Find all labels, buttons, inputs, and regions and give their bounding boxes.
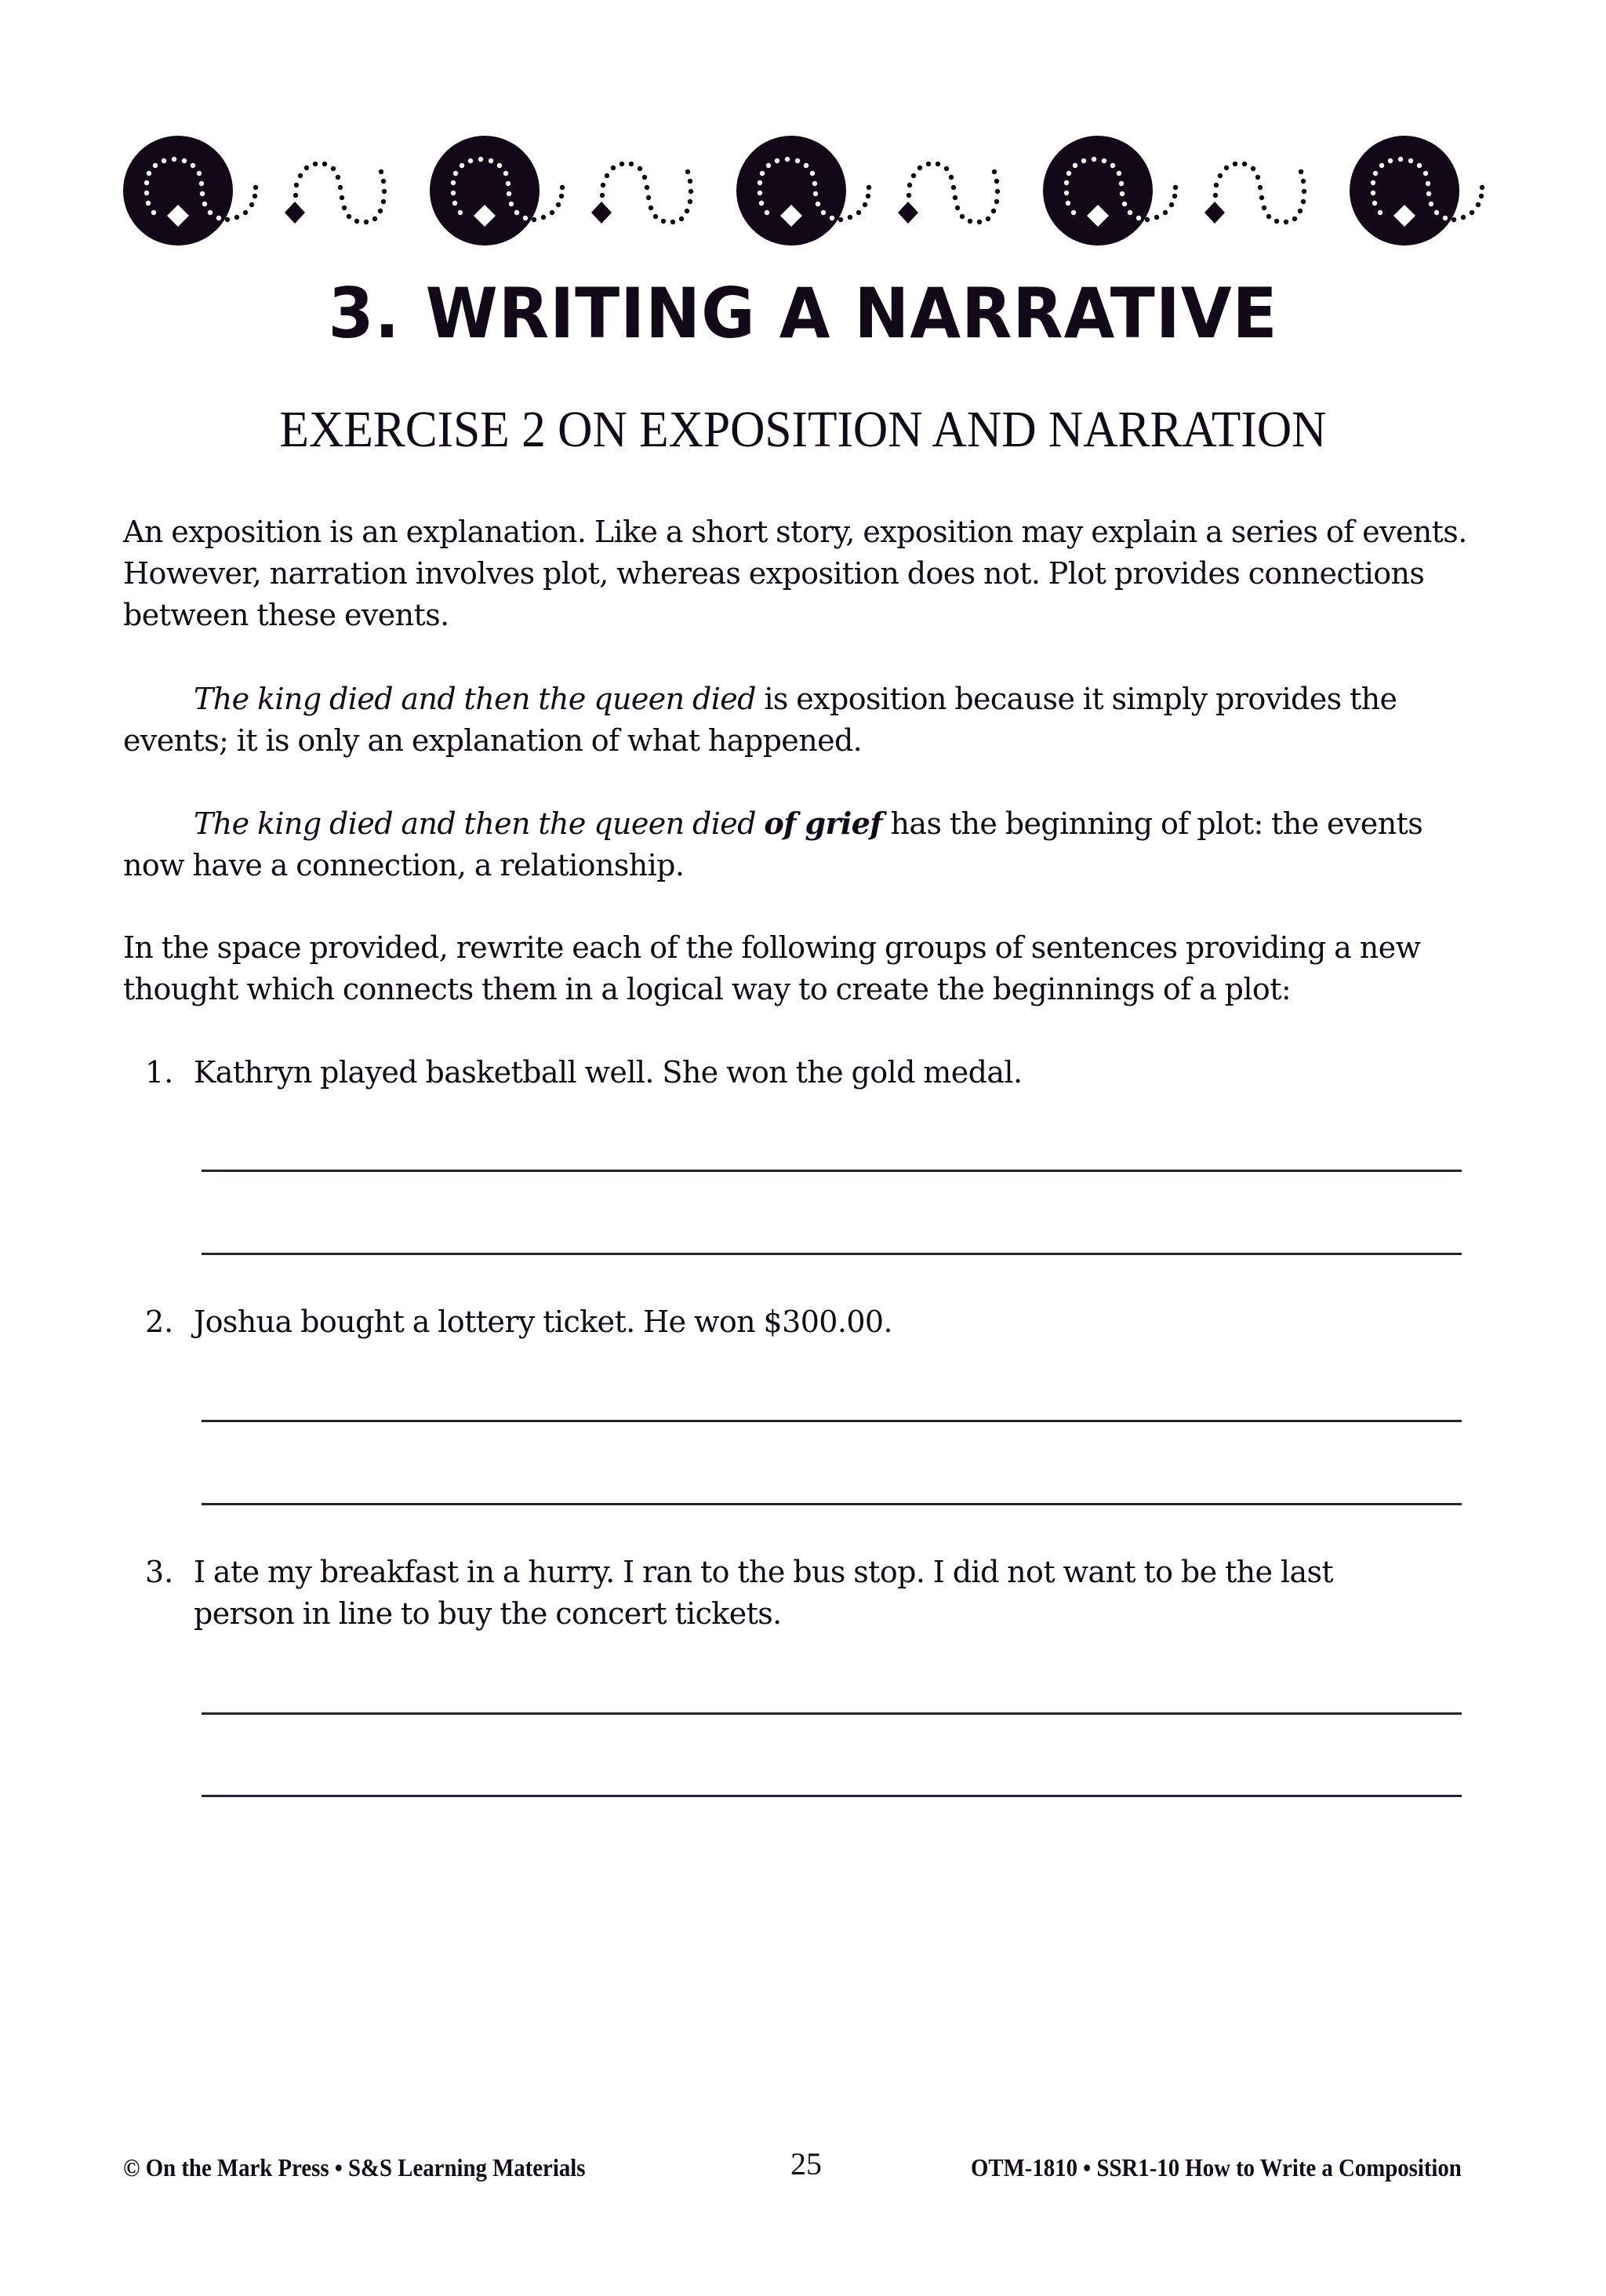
example-narration-emphasis: of grief: [764, 806, 883, 841]
item-prompt: Joshua bought a lottery ticket. He won $300.00.: [194, 1304, 892, 1339]
example-narration-italic: The king died and then the queen died: [194, 806, 765, 841]
instructions-paragraph: In the space provided, rewrite each of the following groups of sentences providing a new thought which connects them in a logical way to create the beginnings of a plot:: [123, 930, 1421, 1006]
intro-paragraph: An exposition is an explanation. Like a short story, exposition may explain a series of events. However, narration involves plot, whereas exposition does not. Plot provides connections between these events.: [123, 515, 1467, 632]
example-narration-paragraph: [123, 802, 1488, 886]
example-exposition-text: is exposition because it simply provides the events; it is only an explanation of what happened.: [123, 682, 1397, 758]
item-number: 1.: [145, 1055, 174, 1090]
chapter-number: 3.: [328, 273, 401, 354]
example-narration-text: has the beginning of plot: the events now have a connection, a relationship.: [123, 806, 1423, 882]
answer-line-2a[interactable]: [202, 1420, 1462, 1422]
example-exposition-paragraph: [123, 679, 1488, 762]
chapter-title: WRITING A NARRATIVE: [425, 273, 1278, 354]
example-exposition-italic: The king died and then the queen died: [194, 682, 756, 716]
answer-line-1b[interactable]: [202, 1253, 1462, 1255]
item-number: 2.: [145, 1304, 174, 1339]
answer-line-2b[interactable]: [202, 1503, 1462, 1505]
item-prompt: Kathryn played basketball well. She won the gold medal.: [194, 1055, 1023, 1090]
decorative-border: [0, 118, 1606, 267]
item-prompt: I ate my breakfast in a hurry. I ran to the bus stop. I did not want to be the last person in line to buy the concert tickets.: [194, 1555, 1334, 1631]
exercise-subtitle: EXERCISE 2 ON EXPOSITION AND NARRATION: [279, 401, 1327, 458]
footer-product-code: OTM-1810 • SSR1-10 How to Write a Composition: [971, 2153, 1462, 2181]
footer-publisher: © On the Mark Press • S&S Learning Materials: [123, 2153, 586, 2181]
answer-line-3a[interactable]: [202, 1712, 1462, 1715]
item-number: 3.: [145, 1555, 174, 1589]
answer-line-3b[interactable]: [202, 1795, 1462, 1797]
page-title: [40, 275, 1566, 353]
answer-line-1a[interactable]: [202, 1170, 1462, 1172]
page-number: 25: [790, 2146, 822, 2181]
